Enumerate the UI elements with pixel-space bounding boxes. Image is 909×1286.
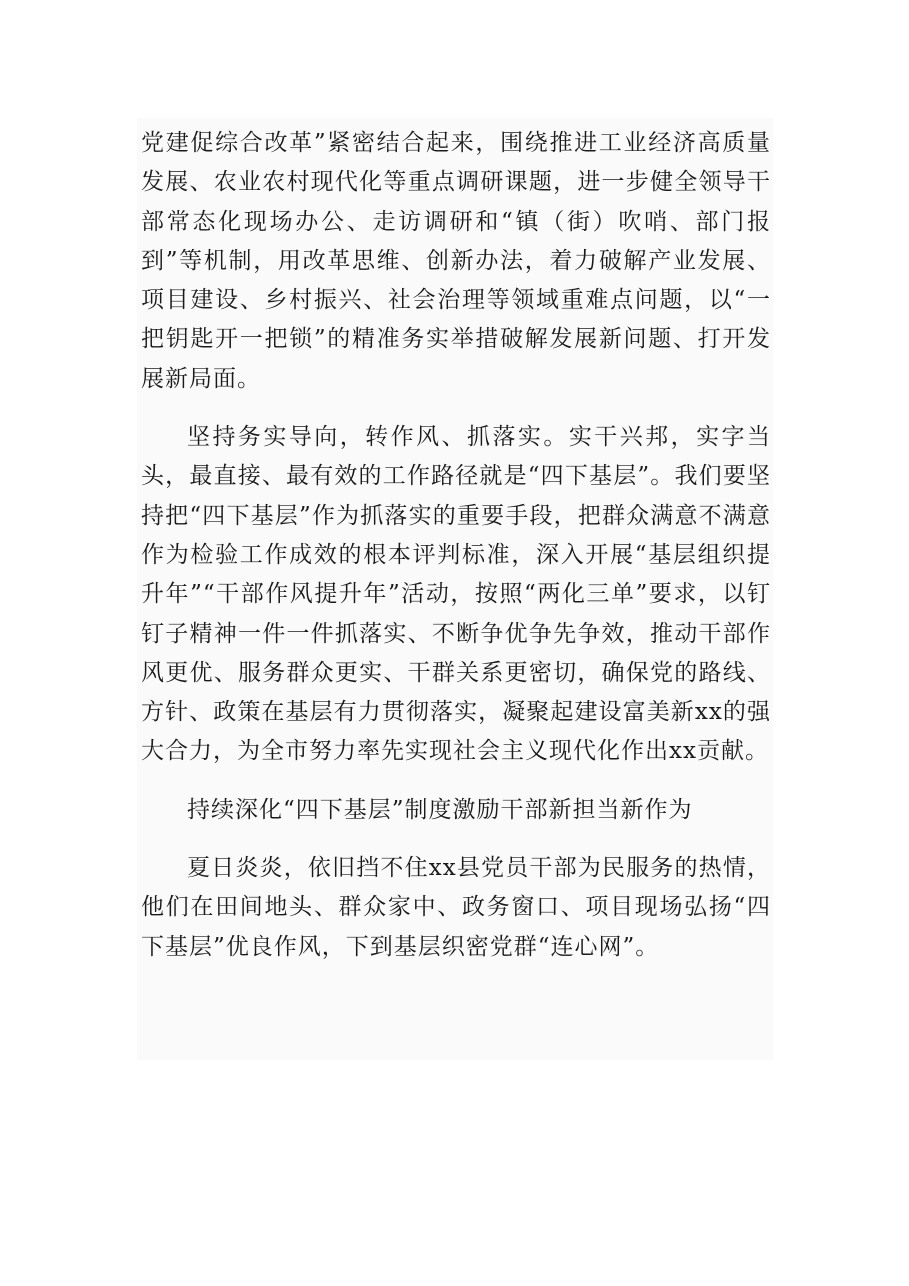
document-text: [141, 124, 771, 967]
document-body: [137, 118, 773, 1060]
paragraph-1: 党建促综合改革”紧密结合起来，围绕推进工业经济高质量发展、农业农村现代化等重点调研课题，进一步健全领导干部常态化现场办公、走访调研和“镇（街）吹哨、部门报到”等机制，用改革思维、创新办法，着力破解产业发展、项目建设、乡村振兴、社会治理等领域重难点问题，以“一把钥匙开一把锁”的精准务实举措破解发展新问题、打开发展新局面。: [141, 130, 771, 392]
paragraph-4: 夏日炎炎，依旧挡不住xx县党员干部为民服务的热情，他们在田间地头、群众家中、政务窗口、项目现场弘扬“四下基层”优良作风，下到基层织密党群“连心网”。: [141, 855, 771, 960]
paragraph-spacer: [141, 830, 771, 849]
paragraph-2: 坚持务实导向，转作风、抓落实。实干兴邦，实字当头，最直接、最有效的工作路径就是“四下基层”。我们要坚持把“四下基层”作为抓落实的重要手段，把群众满意不满意作为检验工作成效的根本评判标准，深入开展“基层组织提升年”“干部作风提升年”活动，按照“两化三单”要求，以钉钉子精神一件一件抓落实、不断争优争先争效，推动干部作风更优、服务群众更实、干群关系更密切，确保党的路线、方针、政策在基层有力贯彻落实，凝聚起建设富美新xx的强大合力，为全市努力率先实现社会主义现代化作出xx贡献。: [141, 424, 771, 765]
paragraph-spacer: [141, 399, 771, 418]
section-heading: 持续深化“四下基层”制度激励干部新担当新作为: [187, 796, 693, 823]
paragraph-spacer: [141, 772, 771, 791]
